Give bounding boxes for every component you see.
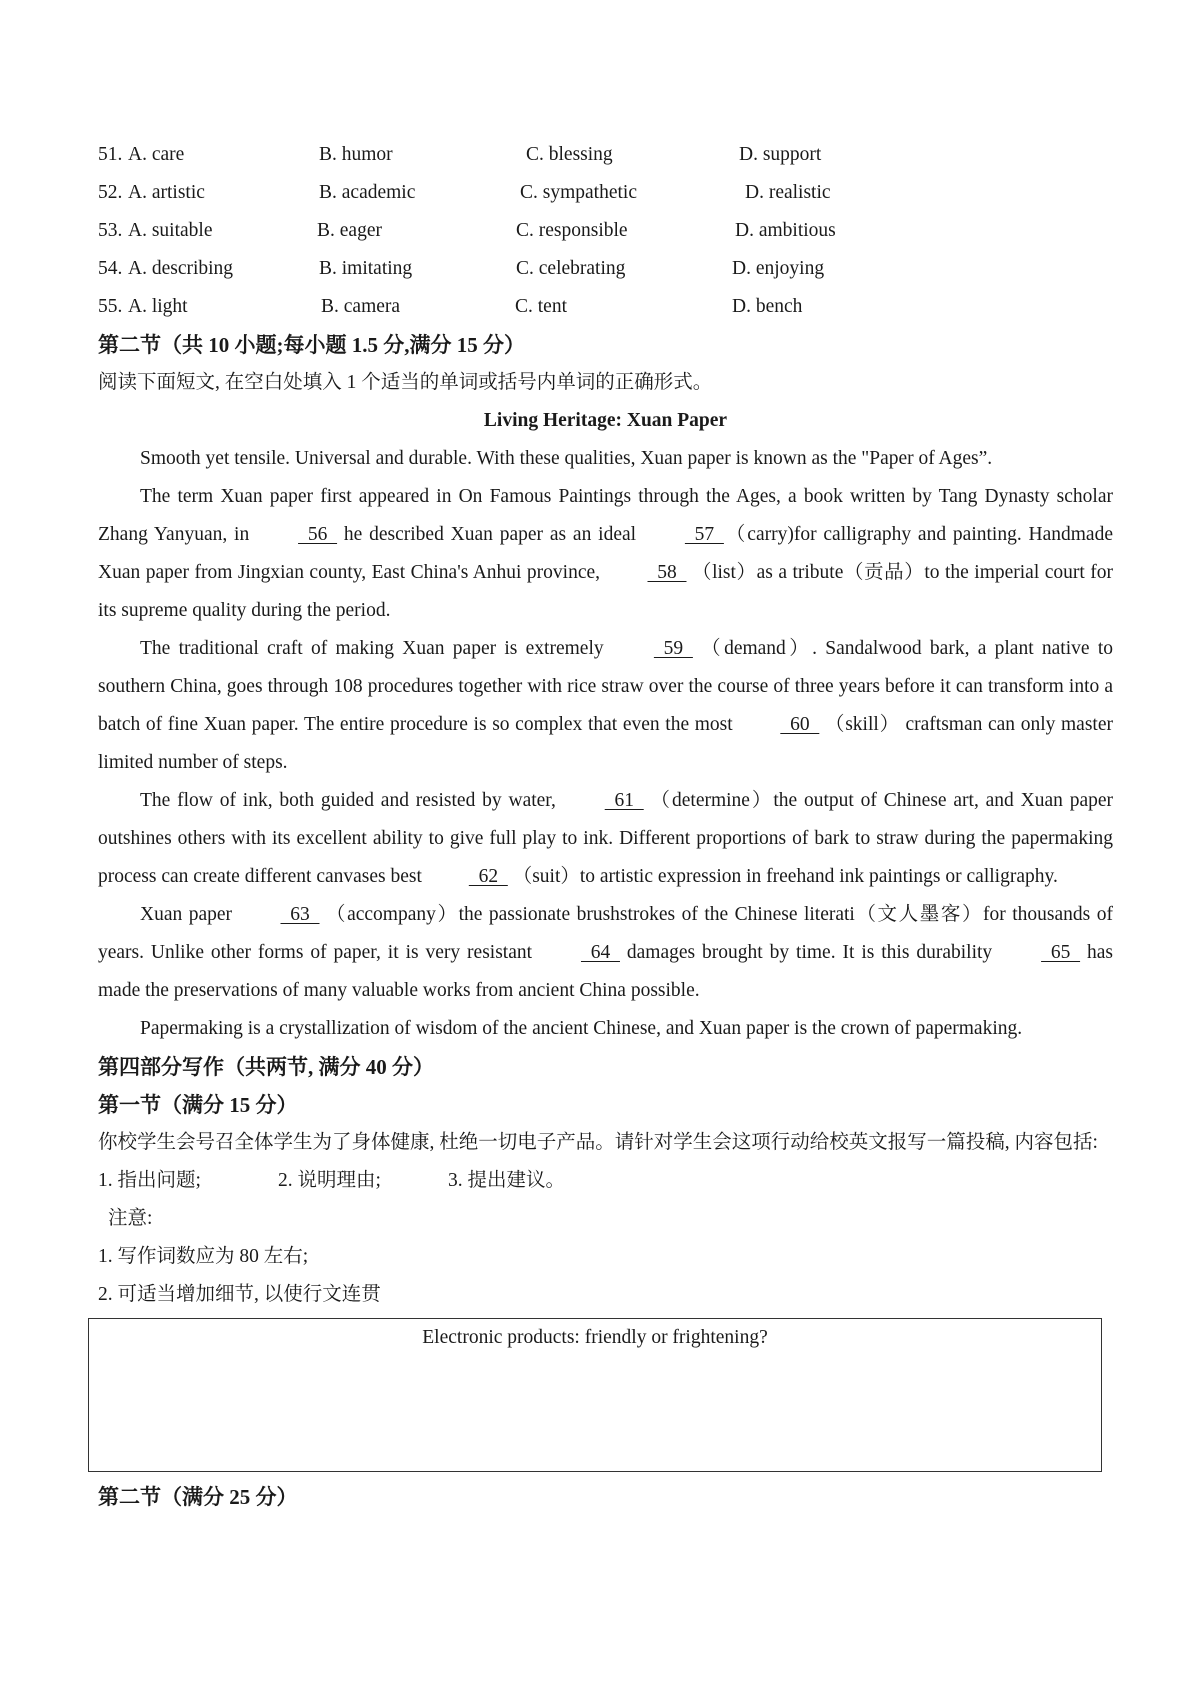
requirement-2: 2. 说明理由;: [278, 1170, 381, 1191]
passage-title: Living Heritage: Xuan Paper: [483, 410, 728, 431]
option-d: D. support: [739, 144, 822, 165]
passage-paragraph-3: The traditional craft of making Xuan paper is extremely 59 （demand）. Sandalwood bark, a plant native to southern China, goes through 108 procedures together with rice straw over the course of three years before it can transform into a batch of fine Xuan paper. The entire procedure is so complex that even the most 60 （skill） craftsman can only master limited number of steps.: [98, 630, 1113, 782]
requirement-1: 1. 指出问题;: [98, 1170, 201, 1191]
blank-63: 63: [280, 904, 320, 925]
writing-requirements: [98, 1162, 1113, 1200]
option-b: B. academic: [319, 182, 416, 203]
option-c: C. blessing: [526, 144, 613, 165]
option-b: B. eager: [317, 220, 382, 241]
blank-64: 64: [580, 942, 620, 963]
option-d: D. ambitious: [735, 220, 836, 241]
option-number: 52.: [98, 182, 123, 203]
writing-prompt: 你校学生会号召全体学生为了身体健康, 杜绝一切电子产品。请针对学生会这项行动给校英文报写一篇投稿, 内容包括:: [98, 1132, 1098, 1153]
option-b: B. imitating: [319, 258, 413, 279]
option-number: 53.: [98, 220, 123, 241]
part4-section1-heading: 第一节（满分 15 分）: [98, 1093, 298, 1117]
blank-61: 61: [604, 790, 644, 811]
part4-heading: 第四部分写作（共两节, 满分 40 分）: [98, 1055, 434, 1079]
option-row-52: [98, 174, 1113, 212]
option-c: C. responsible: [516, 220, 628, 241]
option-d: D. bench: [732, 296, 803, 317]
option-number: 51.: [98, 144, 123, 165]
option-c: C. tent: [515, 296, 567, 317]
requirement-3: 3. 提出建议。: [448, 1170, 566, 1191]
option-row-53: [98, 212, 1113, 250]
option-row-51: [98, 136, 1113, 174]
option-a: A. light: [128, 296, 188, 317]
option-a: A. suitable: [128, 220, 213, 241]
option-d: D. enjoying: [732, 258, 825, 279]
option-row-55: [98, 288, 1113, 326]
blank-57: 57: [684, 524, 724, 545]
option-a: A. describing: [128, 258, 234, 279]
blank-62: 62: [468, 866, 508, 887]
blank-65: 65: [1041, 942, 1081, 963]
passage-paragraph-4: The flow of ink, both guided and resisted by water, 61 （determine）the output of Chinese art, and Xuan paper outshines others with its excellent ability to give full play to ink. Different proportions of bark to straw during the papermaking process can create different canvases best 62 （suit）to artistic expression in freehand ink paintings or calligraphy.: [98, 782, 1113, 896]
options-list: [98, 136, 1113, 326]
writing-box-title: Electronic products: friendly or frightening?: [422, 1327, 768, 1348]
part4-section2-heading: 第二节（满分 25 分）: [98, 1485, 298, 1509]
option-a: A. care: [128, 144, 185, 165]
option-d: D. realistic: [745, 182, 831, 203]
passage-paragraph-1: Smooth yet tensile. Universal and durable. With these qualities, Xuan paper is known as the "Paper of Ages”.: [140, 448, 993, 469]
passage-paragraph-2: The term Xuan paper first appeared in On Famous Paintings through the Ages, a book written by Tang Dynasty scholar Zhang Yanyuan, in 56 he described Xuan paper as an ideal 57 （carry)for calligraphy and painting. Handmade Xuan paper from Jingxian county, East China's Anhui province, 58 （list）as a tribute（贡品）to the imperial court for its supreme quality during the period.: [98, 486, 1114, 621]
exam-page: [98, 136, 1113, 1516]
section2-heading: 第二节（共 10 小题;每小题 1.5 分,满分 15 分）: [98, 333, 525, 357]
blank-58: 58: [647, 562, 687, 583]
blank-59: 59: [653, 638, 693, 659]
option-c: C. sympathetic: [520, 182, 637, 203]
blank-56: 56: [298, 524, 338, 545]
option-b: B. camera: [321, 296, 401, 317]
option-c: C. celebrating: [516, 258, 626, 279]
option-a: A. artistic: [128, 182, 205, 203]
writing-answer-box[interactable]: [88, 1318, 1102, 1472]
option-row-54: [98, 250, 1113, 288]
passage-paragraph-6: Papermaking is a crystallization of wisdom of the ancient Chinese, and Xuan paper is the crown of papermaking.: [140, 1018, 1023, 1039]
note-label: 注意:: [108, 1208, 153, 1229]
option-number: 55.: [98, 296, 123, 317]
blank-60: 60: [780, 714, 820, 735]
passage-paragraph-5: Xuan paper 63 （accompany）the passionate brushstrokes of the Chinese literati（文人墨客）for thousands of years. Unlike other forms of paper, it is very resistant 64 damages brought by time. It is this durability 65 has made the preservations of many valuable works from ancient China possible.: [98, 896, 1113, 1010]
note-item-2: 2. 可适当增加细节, 以使行文连贯: [98, 1284, 381, 1305]
option-number: 54.: [98, 258, 123, 279]
note-item-1: 1. 写作词数应为 80 左右;: [98, 1246, 309, 1267]
section2-instruction: 阅读下面短文, 在空白处填入 1 个适当的单词或括号内单词的正确形式。: [98, 372, 713, 393]
option-b: B. humor: [319, 144, 393, 165]
